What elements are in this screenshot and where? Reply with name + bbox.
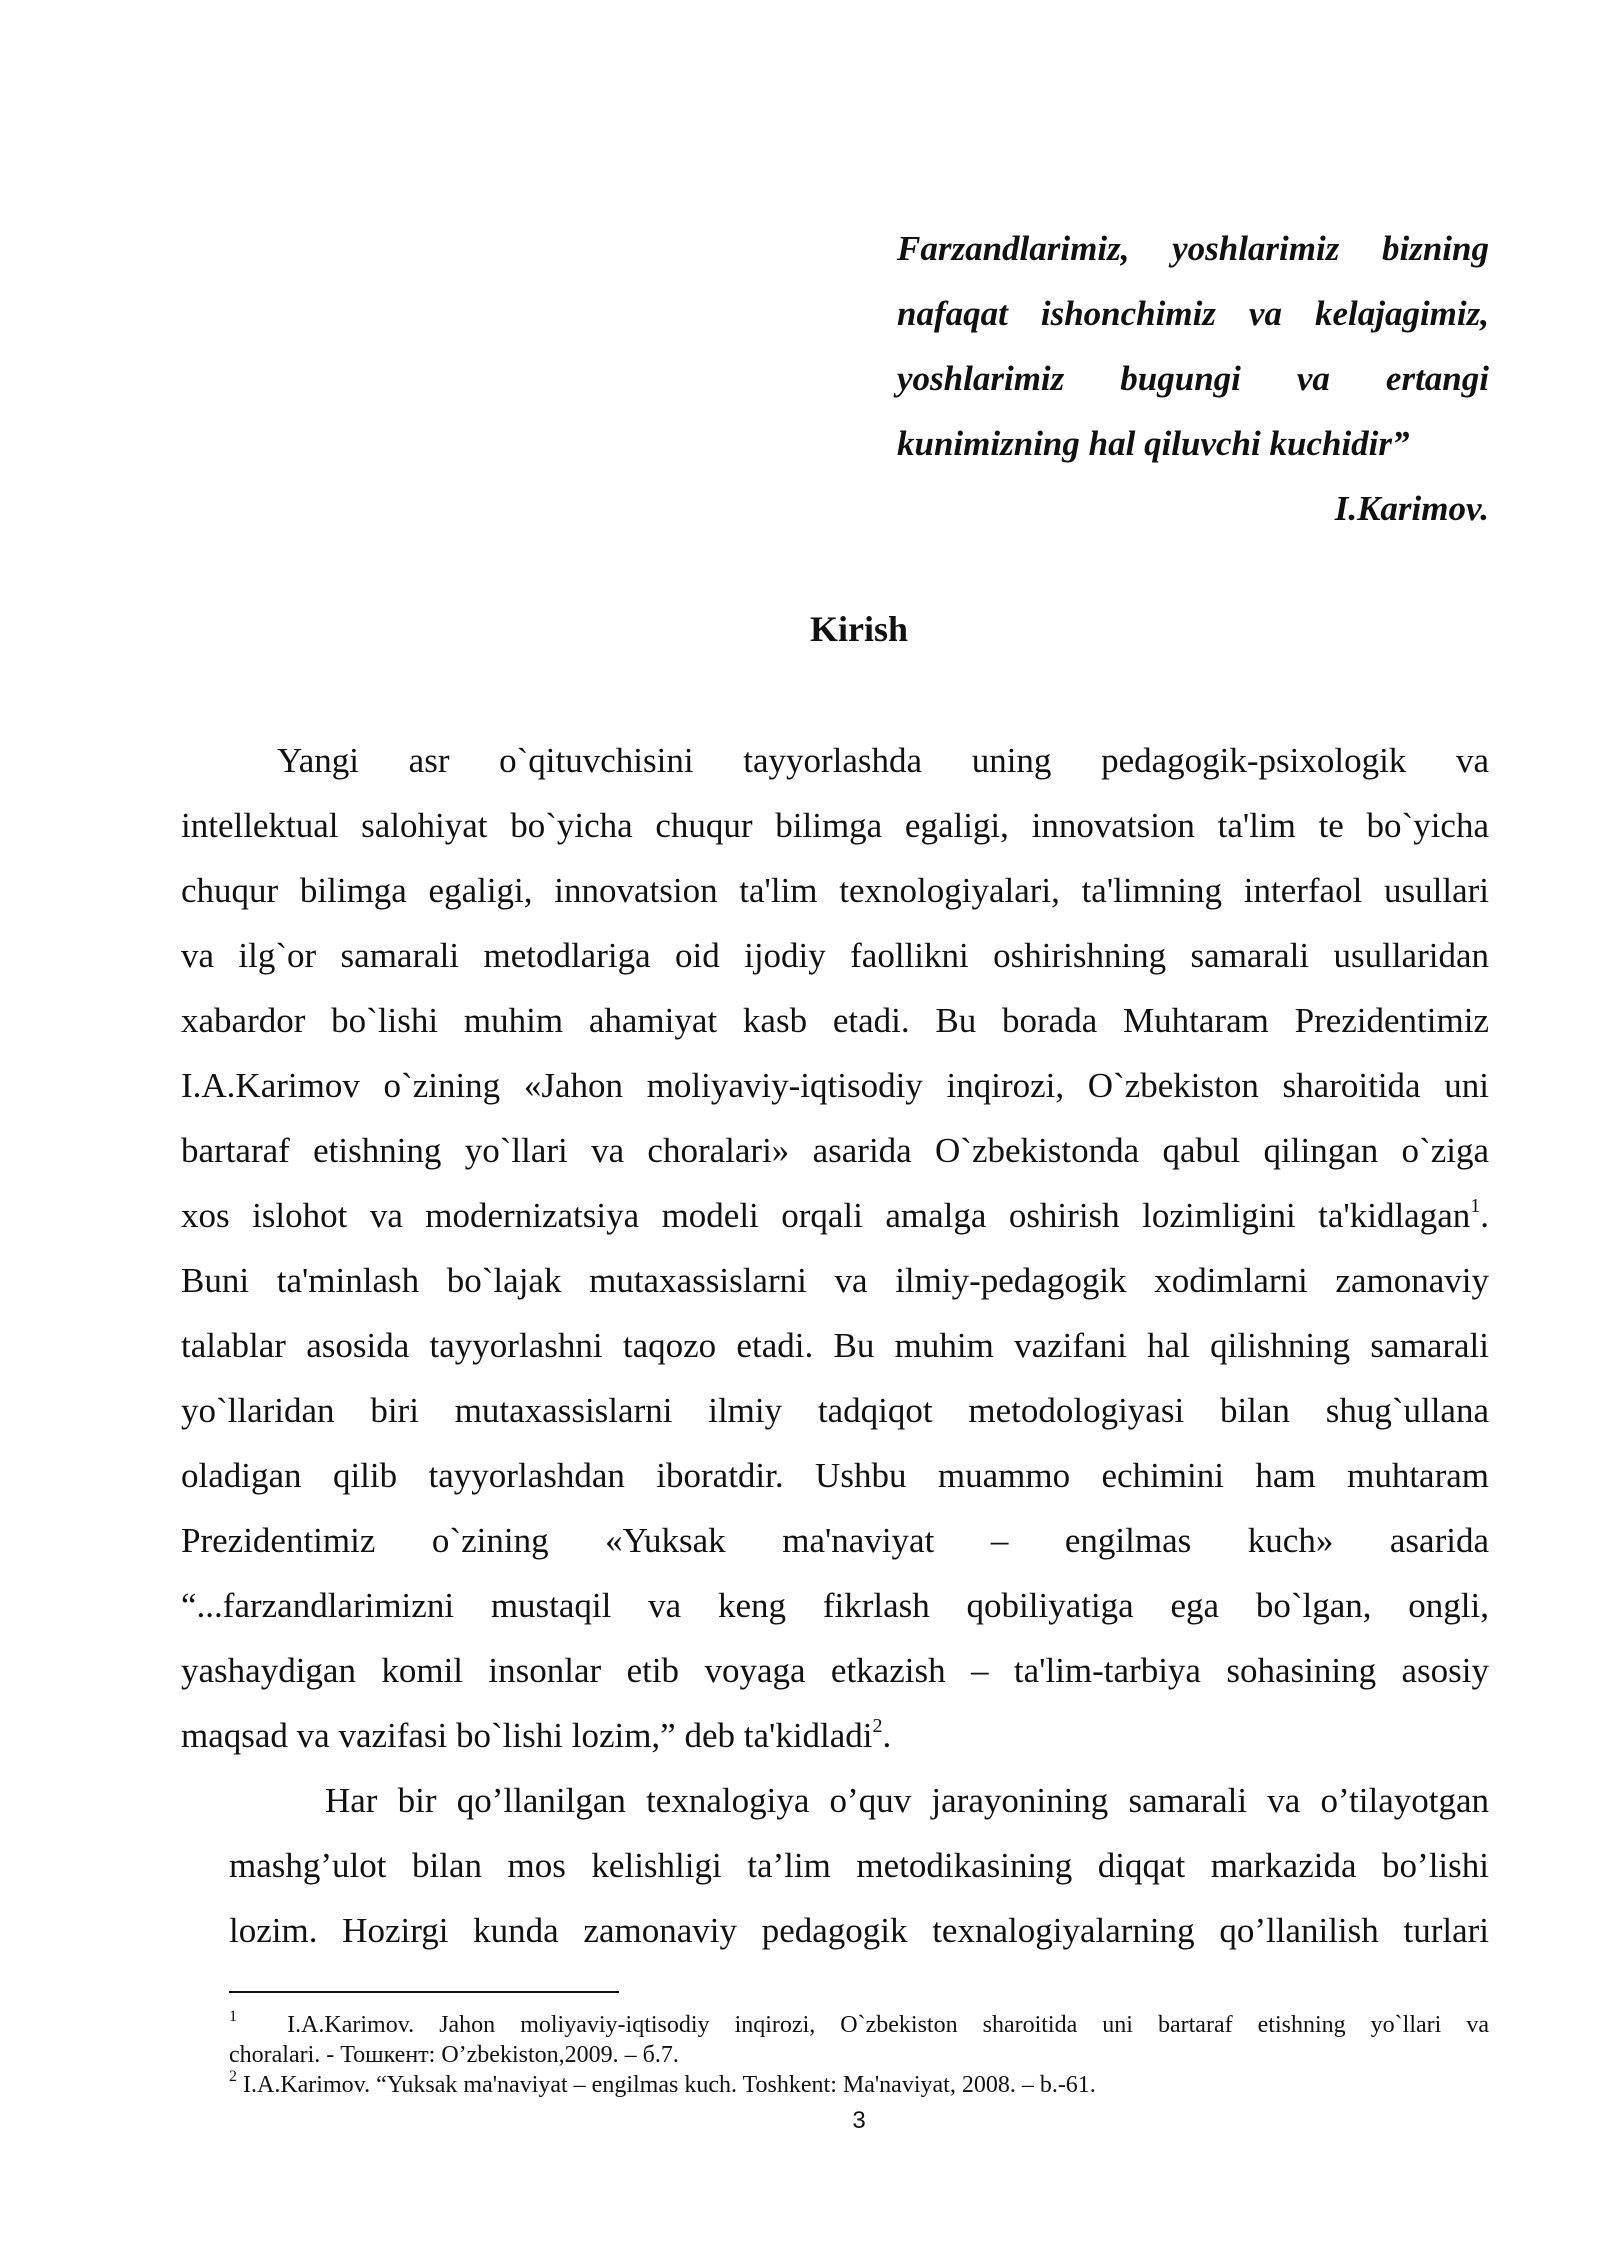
epigraph-line: kunimizning hal qiluvchi kuchidir” [897, 424, 1410, 463]
paragraph-line: mashg’ulot bilan mos kelishligi ta’lim metodikasining diqqat markazida bo’lishi [229, 1846, 1489, 1885]
paragraph-line-with-footnote [181, 1703, 1489, 1768]
epigraph-line: yoshlarimiz bugungi va ertangi [897, 359, 1489, 398]
paragraph-line: Yangi asr o`qituvchisini tayyorlashda uning pedagogik-psixologik va [277, 741, 1489, 780]
footnote-2 [229, 2070, 1489, 2100]
footnote-text: I.A.Karimov. Jahon moliyaviy-iqtisodiy inqirozi, O`zbekiston sharoitida uni bartaraf etishning yo`llari va [287, 2012, 1489, 2038]
paragraph-line: xabardor bo`lishi muhim ahamiyat kasb etadi. Bu borada Muhtaram Prezidentimiz [181, 1001, 1489, 1040]
paragraph-line: Har bir qo’llanilgan texnalogiya o’quv jarayonining samarali va o’tilayotgan [325, 1781, 1489, 1820]
paragraph-line: chuqur bilimga egaligi, innovatsion ta'lim texnologiyalari, ta'limning interfaol usullari [181, 871, 1489, 910]
paragraph-technologies [229, 1768, 1489, 1963]
footnote-1-continuation: choralari. - Тошкент: O’zbekiston,2009. – б.7. [229, 2042, 679, 2068]
footnote-reference[interactable]: 2 [872, 1715, 883, 1738]
punctuation: . [882, 1716, 892, 1755]
footnote-reference[interactable]: 1 [1470, 1195, 1481, 1218]
footnote-1 [229, 2010, 1489, 2040]
paragraph-line: I.A.Karimov o`zining «Jahon moliyaviy-iqtisodiy inqirozi, O`zbekiston sharoitida uni [181, 1066, 1489, 1105]
paragraph-line: talablar asosida tayyorlashni taqozo etadi. Bu muhim vazifani hal qilishning samarali [181, 1326, 1489, 1365]
footnote-number: 1 [229, 2008, 237, 2025]
punctuation: . [1480, 1196, 1489, 1235]
paragraph-line: Prezidentimiz o`zining «Yuksak ma'naviyat – engilmas kuch» asarida [181, 1521, 1489, 1560]
footnote-text: I.A.Karimov. “Yuksak ma'naviyat – engilmas kuch. Toshkent: Ma'naviyat, 2008. – b.-61. [243, 2072, 1096, 2098]
paragraph-line: bartaraf etishning yo`llari va choralari» asarida O`zbekistonda qabul qilingan o`ziga [181, 1131, 1489, 1170]
paragraph-line: intellektual salohiyat bo`yicha chuqur bilimga egaligi, innovatsion ta'lim te bo`yicha [181, 806, 1489, 845]
epigraph [897, 216, 1489, 541]
paragraph-introduction [181, 728, 1489, 1768]
paragraph-line-with-footnote [181, 1183, 1489, 1248]
footnotes [229, 2010, 1489, 2100]
page-number: 3 [852, 2107, 866, 2134]
footnote-number: 2 [229, 2068, 237, 2085]
paragraph-line: yo`llaridan biri mutaxassislarni ilmiy tadqiqot metodologiyasi bilan shug`ullana [181, 1391, 1489, 1430]
paragraph-line-text: xos islohot va modernizatsiya modeli orqali amalga oshirish lozimligini ta'kidlagan [181, 1196, 1471, 1235]
footnote-separator [229, 1991, 619, 1993]
paragraph-line: yashaydigan komil insonlar etib voyaga etkazish – ta'lim-tarbiya sohasining asosiy [181, 1651, 1489, 1690]
paragraph-line-text: maqsad va vazifasi bo`lishi lozim,” deb ta'kidladi [181, 1716, 873, 1755]
epigraph-line: nafaqat ishonchimiz va kelajagimiz, [897, 294, 1489, 333]
section-heading: Kirish [809, 609, 908, 649]
paragraph-line: va ilg`or samarali metodlariga oid ijodiy faollikni oshirishning samarali usullaridan [181, 936, 1489, 975]
paragraph-line: lozim. Hozirgi kunda zamonaviy pedagogik texnalogiyalarning qo’llanilish turlari [229, 1911, 1489, 1950]
paragraph-line: oladigan qilib tayyorlashdan iboratdir. Ushbu muammo echimini ham muhtaram [181, 1456, 1489, 1495]
epigraph-line: Farzandlarimiz, yoshlarimiz bizning [897, 229, 1489, 268]
paragraph-line: “...farzandlarimizni mustaqil va keng fikrlash qobiliyatiga ega bo`lgan, ongli, [181, 1586, 1489, 1625]
epigraph-author: I.Karimov. [1334, 489, 1489, 528]
paragraph-line: Buni ta'minlash bo`lajak mutaxassislarni va ilmiy-pedagogik xodimlarni zamonaviy [181, 1261, 1489, 1300]
